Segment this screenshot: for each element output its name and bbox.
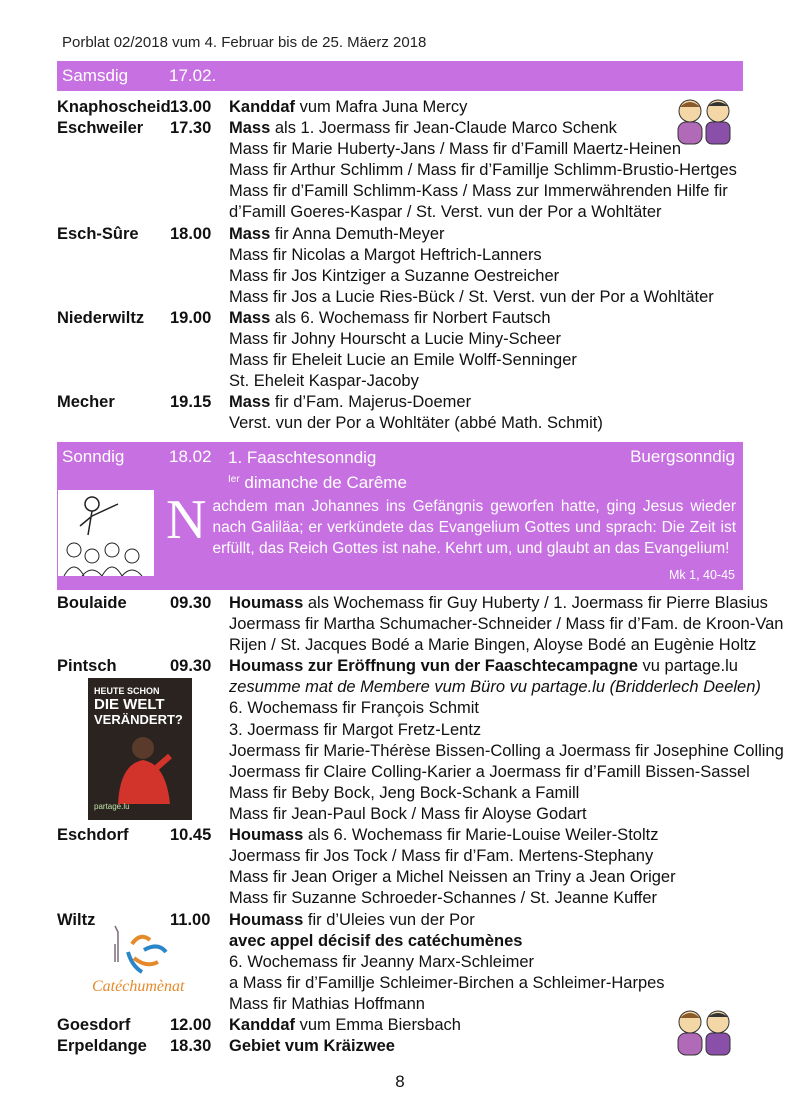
entry-line-text: 6. Wochemass fir Jeanny Marx-Schleimer xyxy=(229,952,535,971)
entry-line-text: vum Emma Biersbach xyxy=(295,1016,461,1034)
entry-time: 10.45 xyxy=(170,826,212,845)
preacher-icon xyxy=(58,490,154,576)
entry-line-text: fir d’Fam. Majerus-Doemer xyxy=(270,393,472,412)
entry-line xyxy=(229,181,759,202)
entry-place: Esch-Sûre xyxy=(57,224,139,243)
entry-line xyxy=(229,804,759,825)
entry-line-lead: Mass xyxy=(229,119,271,138)
quote-reference: Mk 1, 40-45 xyxy=(668,568,735,582)
saturday-band xyxy=(57,61,743,91)
entry-line-text: Mass fir Jos Kintziger a Suzanne Oestreicher xyxy=(229,266,560,285)
page-header: Porblat 02/2018 vum 4. Februar bis de 25. Mäerz 2018 xyxy=(62,34,427,51)
preaching-illustration xyxy=(58,490,154,576)
page-number: 8 xyxy=(395,1072,405,1091)
sunday-title xyxy=(228,447,407,494)
entry-line xyxy=(229,931,759,952)
entry-time: 17.30 xyxy=(170,119,212,138)
entry-line-lead: Houmass zur Eröffnung vun der Faaschtecampagne xyxy=(229,657,638,676)
entry-line xyxy=(229,614,784,635)
entry-line xyxy=(229,825,759,846)
entry-line-text: Mass fir Mathias Hoffmann xyxy=(229,994,425,1013)
quote-text: achdem man Johannes ins Gefängnis geworfen hatte, ging Jesus wieder nach Galiläa; er verkündete das Evangelium Gottes und sprach: Die Zeit ist erfüllt, das Reich Gottes ist nahe. Kehrt um, und glaubt an das Evangelium! xyxy=(212,498,736,557)
entry-time: 12.00 xyxy=(170,1016,212,1034)
entry-line-lead: Houmass xyxy=(229,594,304,612)
poster-line3: VERÄNDERT? xyxy=(94,712,183,727)
entry-line xyxy=(229,287,759,308)
entry-line-text: Mass fir Jean Origer a Michel Neissen an Triny a Jean Origer xyxy=(229,868,676,887)
poster-line2: DIE WELT xyxy=(94,696,165,713)
entry-time: 09.30 xyxy=(170,657,212,676)
entry-line-lead: Houmass xyxy=(229,826,304,845)
children-couple-icon xyxy=(668,1008,738,1058)
entry-line xyxy=(229,350,759,371)
entry-line-text: 3. Joermass fir Margot Fretz-Lentz xyxy=(229,720,482,739)
entry-line-text: d’Famill Goeres-Kaspar / St. Verst. vun der Por a Wohltäter xyxy=(229,203,662,222)
entry-line xyxy=(229,308,759,329)
entry-place: Knaphoscheid xyxy=(57,98,171,116)
entry-line xyxy=(229,888,759,909)
entry-lines xyxy=(229,392,759,434)
entry-place: Wiltz xyxy=(57,910,96,929)
entry-place: Mecher xyxy=(57,393,115,412)
superscript: Ier xyxy=(228,474,240,485)
entry-line-text: fir d’Uleies vun der Por xyxy=(303,910,475,929)
sunday-title-line1: 1. Faaschtesonndig xyxy=(228,448,377,467)
entry-line-text: zesumme mat de Membere vum Büro vu partage.lu (Bridderlech Deelen) xyxy=(229,678,761,697)
entry-line xyxy=(229,867,759,888)
entry-line xyxy=(229,973,759,994)
entry-line-lead: avec appel décisif des catéchumènes xyxy=(229,931,523,950)
entry-line xyxy=(229,202,759,223)
title2-text: dimanche de Carême xyxy=(239,473,407,492)
entry-time: 19.15 xyxy=(170,393,212,412)
entry-line xyxy=(229,656,759,677)
entry-line xyxy=(229,762,759,783)
poster-brand: partage.lu xyxy=(94,802,130,811)
entry-place: Eschdorf xyxy=(57,826,129,845)
entry-place: Boulaide xyxy=(57,594,127,612)
entry-line xyxy=(229,720,759,741)
entry-line-text: Mass fir Marie Huberty-Jans / Mass fir d’Famill Maertz-Heinen xyxy=(229,140,682,159)
entry-line-text: Mass fir Suzanne Schroeder-Schannes / St. Jeanne Kuffer xyxy=(229,889,658,908)
entry-line-text: vum Mafra Juna Mercy xyxy=(295,98,468,116)
entry-line-lead: Kanddaf xyxy=(229,1016,295,1034)
entry-line xyxy=(229,160,759,181)
entry-line-text: Mass fir Beby Bock, Jeng Bock-Schank a Famill xyxy=(229,783,580,802)
entry-line-text: als 6. Wochemass fir Norbert Fautsch xyxy=(270,309,551,327)
entry-line-text: Mass fir Arthur Schlimm / Mass fir d’Famillje Schlimm-Brustio-Hertges xyxy=(229,161,737,180)
entry-line-text: Joermass fir Claire Colling-Karier a Joermass fir d’Famill Bissen-Sassel xyxy=(229,762,750,781)
catechumenat-logo xyxy=(88,922,188,1000)
entry-line-text: als 6. Wochemass fir Marie-Louise Weiler-Stoltz xyxy=(303,826,659,845)
entry-line-text: vu partage.lu xyxy=(637,657,738,676)
entry-line-lead: Kanddaf xyxy=(229,98,295,116)
entry-line-text: Rijen / St. Jacques Bodé a Marie Bingen, Aloyse Bodé an Eugènie Holtz xyxy=(229,636,757,655)
entry-time: 09.30 xyxy=(170,594,212,612)
entry-line xyxy=(229,698,759,719)
entry-line-text: als 1. Joermass fir Jean-Claude Marco Schenk xyxy=(270,119,617,138)
entry-line-text: Joermass fir Marie-Thérèse Bissen-Colling a Joermass fir Josephine Colling xyxy=(229,741,784,760)
entry-place: Pintsch xyxy=(57,657,117,676)
entry-time: 18.00 xyxy=(170,224,212,243)
entry-line-lead: Gebiet vum Kräizwee xyxy=(229,1037,395,1056)
entry-line xyxy=(229,329,759,350)
entry-line xyxy=(229,635,759,656)
entry-line xyxy=(229,371,759,392)
day-label: Sonndig xyxy=(62,447,125,466)
entry-place: Eschweiler xyxy=(57,119,144,138)
entry-line xyxy=(229,224,759,245)
entry-line-text: Mass fir Jos a Lucie Ries-Bück / St. Verst. vun der Por a Wohltäter xyxy=(229,287,714,306)
entry-lines xyxy=(229,825,759,909)
gospel-quote xyxy=(166,489,736,559)
sunday-right-label: Buergsonndig xyxy=(630,447,735,466)
entry-lines xyxy=(229,224,759,308)
entry-line xyxy=(229,266,759,287)
entry-line xyxy=(229,392,759,413)
entry-lines xyxy=(229,656,784,825)
entry-line-lead: Mass xyxy=(229,224,271,243)
entry-line-text: a Mass fir d’Famillje Schleimer-Birchen a Schleimer-Harpes xyxy=(229,973,665,992)
entry-place: Niederwiltz xyxy=(57,309,145,327)
poster-line1: HEUTE SCHON xyxy=(94,686,160,696)
entry-line xyxy=(229,741,784,762)
date-label: 17.02. xyxy=(169,66,217,85)
entry-line-text: Mass fir Eheleit Lucie an Emile Wolff-Senninger xyxy=(229,351,577,370)
entry-line-text: Joermass fir Jos Tock / Mass fir d’Fam. Mertens-Stephany xyxy=(229,847,654,866)
entry-line-text: Mass fir Nicolas a Margot Heftrich-Lanners xyxy=(229,245,542,264)
entry-line xyxy=(229,783,759,804)
entry-line-text: Verst. vun der Por a Wohltäter (abbé Math. Schmit) xyxy=(229,414,603,433)
partage-poster xyxy=(88,678,192,820)
entry-time: 11.00 xyxy=(170,910,211,929)
sunday-title-line2 xyxy=(228,469,407,494)
date-label: 18.02 xyxy=(169,447,212,466)
entry-line-text: fir Anna Demuth-Meyer xyxy=(270,224,445,243)
day-label: Samsdig xyxy=(62,66,129,85)
entry-line-lead: Houmass xyxy=(229,910,304,929)
entry-line-text: als Wochemass fir Guy Huberty / 1. Joermass fir Pierre Blasius xyxy=(303,594,768,612)
entry-line xyxy=(229,677,759,698)
entry-line-text: Mass fir Johny Hourscht a Lucie Miny-Scheer xyxy=(229,330,561,349)
entry-lines xyxy=(229,593,784,656)
entry-line-text: Mass fir Jean-Paul Bock / Mass fir Aloyse Godart xyxy=(229,804,587,823)
entry-lines xyxy=(229,308,759,392)
drop-cap: N xyxy=(166,489,207,551)
entry-line-lead: Mass xyxy=(229,309,271,327)
catechumenat-label: Catéchumènat xyxy=(92,978,185,995)
entry-place: Erpeldange xyxy=(57,1037,147,1056)
entry-line-text: St. Eheleit Kaspar-Jacoby xyxy=(229,372,419,391)
entry-lines xyxy=(229,910,759,1015)
entry-line xyxy=(229,413,759,434)
entry-time: 19.00 xyxy=(170,309,212,327)
entry-time: 18.30 xyxy=(170,1037,212,1056)
children-couple-icon xyxy=(668,97,738,147)
entry-line xyxy=(229,952,759,973)
catechumenat-symbol-icon xyxy=(88,922,188,982)
entry-time: 13.00 xyxy=(170,98,212,116)
entry-line xyxy=(229,245,759,266)
entry-line xyxy=(229,910,759,931)
entry-line-text: Mass fir d’Famill Schlimm-Kass / Mass zur Immerwährenden Hilfe fir xyxy=(229,182,728,201)
entry-line-lead: Mass xyxy=(229,393,271,412)
woman-figure-icon xyxy=(108,730,178,804)
entry-place: Goesdorf xyxy=(57,1016,131,1034)
entry-line-text: Joermass fir Martha Schumacher-Schneider / Mass fir d’Fam. de Kroon-Van xyxy=(229,615,784,634)
entry-line-text: 6. Wochemass fir François Schmit xyxy=(229,699,480,718)
entry-line xyxy=(229,593,768,614)
entry-line xyxy=(229,846,759,867)
